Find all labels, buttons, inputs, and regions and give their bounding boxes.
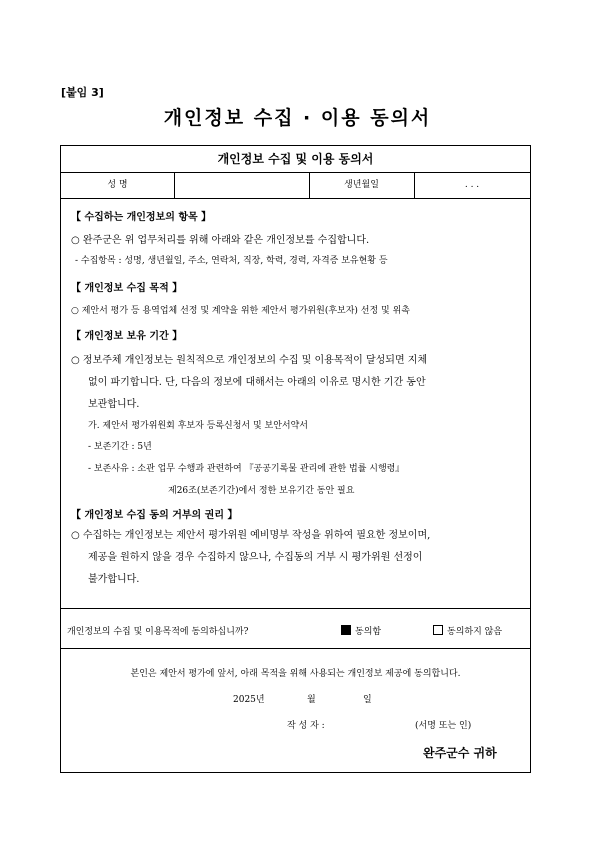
dob-label: 생년월일 (344, 180, 379, 190)
refusal-line-3: 불가합니다. (88, 574, 140, 585)
identity-row (61, 173, 530, 199)
retention-heading: 【 개인정보 보유 기간 】 (71, 331, 183, 342)
retention-line-6: - 보존사유 : 소관 업무 수행과 관련하여 『공공기록물 관리에 관한 법률 시행령』 (88, 464, 405, 474)
disagree-option[interactable] (433, 624, 502, 637)
refusal-line-2: 제공을 원하지 않을 경우 수집하지 않으나, 수집동의 거부 시 평가위원 선정이 (88, 552, 423, 563)
dob-field[interactable]: . . . (464, 180, 480, 190)
name-field[interactable] (174, 173, 309, 198)
retention-line-1: ○ 정보주체 개인정보는 원칙적으로 개인정보의 수집 및 이용목적이 달성되면 지체 (71, 355, 428, 366)
refusal-heading: 【 개인정보 수집 동의 거부의 권리 】 (71, 510, 238, 521)
retention-line-7: 제26조(보존기간)에서 정한 보유기간 동안 필요 (168, 486, 355, 496)
date-month: 월 (307, 695, 316, 705)
addressee: 완주군수 귀하 (423, 746, 497, 760)
retention-line-4: 가. 제안서 평가위원회 후보자 등록신청서 및 보안서약서 (88, 421, 308, 431)
page-title: 개인정보 수집 · 이용 동의서 (163, 107, 432, 129)
purpose-heading: 【 개인정보 수집 목적 】 (71, 283, 183, 294)
declaration-statement: 본인은 제안서 평가에 앞서, 아래 목적을 위해 사용되는 개인정보 제공에 동의합니다. (130, 669, 461, 679)
agree-checkbox[interactable] (341, 625, 351, 635)
form-title: 개인정보 수집 및 이용 동의서 (61, 146, 530, 173)
retention-line-3: 보관합니다. (88, 399, 140, 410)
date-day: 일 (363, 695, 372, 705)
retention-line-5: - 보존기간 : 5년 (88, 442, 152, 452)
items-line-2: - 수집항목 : 성명, 생년월일, 주소, 연락처, 직장, 학력, 경력, 자격증 보유현황 등 (75, 256, 388, 266)
name-label: 성 명 (107, 180, 128, 190)
retention-line-2: 없이 파기합니다. 단, 다음의 정보에 대해서는 아래의 이유로 명시한 기간 동안 (88, 377, 426, 388)
author-label: 작 성 자 : (287, 721, 325, 731)
consent-form (60, 145, 531, 773)
disagree-label: 동의하지 않음 (447, 627, 503, 637)
items-heading: 【 수집하는 개인정보의 항목 】 (71, 212, 212, 223)
refusal-line-1: ○ 수집하는 개인정보는 제안서 평가위원 예비명부 작성을 위하여 필요한 정보이며, (71, 530, 431, 541)
disagree-checkbox[interactable] (433, 625, 443, 635)
agree-label: 동의함 (355, 627, 382, 637)
consent-question: 개인정보의 수집 및 이용목적에 동의하십니까? (67, 627, 249, 637)
agree-option[interactable] (341, 624, 381, 637)
date-year: 2025년 (233, 695, 265, 705)
annex-label: [붙임 3] (61, 86, 104, 99)
purpose-line-1: ○ 제안서 평가 등 용역업체 선정 및 계약을 위한 제안서 평가위원(후보자) 선정 및 위촉 (71, 306, 410, 316)
items-line-1: ○ 완주군은 위 업무처리를 위해 아래와 같은 개인정보를 수집합니다. (71, 235, 370, 246)
signature-seal-label: (서명 또는 인) (415, 721, 472, 731)
